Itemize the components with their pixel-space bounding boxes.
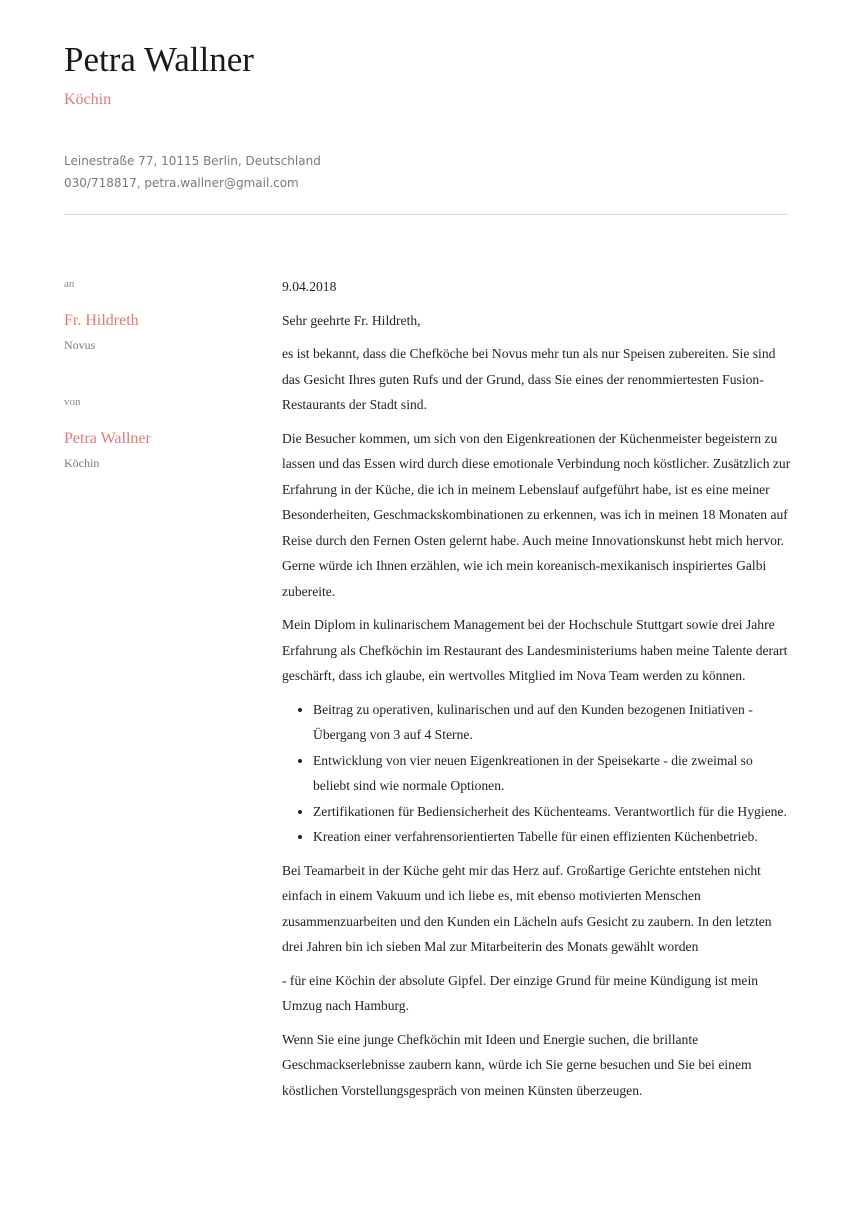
letter-body [282,274,792,1111]
letter-header [64,38,788,110]
body-paragraph: es ist bekannt, dass die Chefköche bei Novus mehr tun als nur Speisen zubereiten. Sie sind das Gesicht Ihres guten Rufs und der Grund, dass Sie eines der renommiertesten Fusion-Restaurants der Stadt sind. [282,346,776,412]
sender-role: Köchin [64,91,112,108]
from-label: von [64,396,81,408]
sender-name: Petra Wallner [64,40,254,79]
body-paragraph: Wenn Sie eine junge Chefköchin mit Ideen und Energie suchen, die brillante Geschmackserlebnisse zaubern kann, würde ich Sie gerne besuchen und Sie bei einem köstlichen Vorstellungsgespräch von meinen Künsten überzeugen. [282,1031,752,1098]
list-item: • Entwicklung von vier neuen Eigenkreationen in der Speisekarte - die zweimal so beliebt sind wie normale Optionen. [313,748,792,799]
body-paragraph: - für eine Köchin der absolute Gipfel. Der einzige Grund für meine Kündigung ist mein Umzug nach Hamburg. [282,972,759,1013]
header-divider [64,214,788,215]
sender-block [64,394,254,472]
sender-contact [64,150,321,194]
body-paragraph: Mein Diplom in kulinarischem Management bei der Hochschule Stuttgart sowie drei Jahre Erfahrung als Chefköchin im Restaurant des Landesministeriums haben meine Talente derart geschärft, dass ich glaube, ein wertvolles Mitglied im Nova Team werden zu können. [282,617,788,683]
recipient-company: Novus [64,338,96,352]
letter-salutation: Sehr geehrte Fr. Hildreth, [282,312,421,328]
achievement-list [282,697,792,850]
list-item: • Zertifikationen für Bediensicherheit des Küchenteams. Verantwortlich für die Hygiene. [313,799,792,825]
to-label: an [64,278,75,290]
address-sidebar [64,276,254,472]
list-item: • Beitrag zu operativen, kulinarischen und auf den Kunden bezogenen Initiativen - Übergang von 3 auf 4 Sterne. [313,697,792,748]
from-role: Köchin [64,456,100,470]
recipient-block [64,276,254,354]
recipient-name: Fr. Hildreth [64,312,139,329]
sender-phone-email: 030/718817, petra.wallner@gmail.com [64,176,299,190]
body-paragraph: Die Besucher kommen, um sich von den Eigenkreationen der Küchenmeister begeistern zu lassen und das Essen wird durch diese emotionale Verbindung noch köstlicher. Zusätzlich zur Erfahrung in der Küche, die ich in meinem Lebenslauf aufgeführt habe, ist es eine meiner Besonderheiten, Geschmackskombinationen zu erkennen, was ich in meinen 18 Monaten auf Reise durch den Fernen Osten gelernt habe. Auch meine Innovationskunst hebt mich hervor. Gerne würde ich Ihnen erzählen, wie ich mein koreanisch-mexikanisch inspiriertes Galbi zubereite. [282,430,791,599]
body-paragraph: Bei Teamarbeit in der Küche geht mir das Herz auf. Großartige Gerichte entstehen nicht einfach in einem Vakuum und ich liebe es, mit ebenso motivierten Menschen zusammenzuarbeiten und den Kunden ein Lächeln aufs Gesicht zu zaubern. In den letzten drei Jahren bin ich sieben Mal zur Mitarbeiterin des Monats gewählt worden [282,862,772,954]
letter-date: 9.04.2018 [282,279,337,294]
sender-address: Leinestraße 77, 10115 Berlin, Deutschland [64,154,321,168]
from-name: Petra Wallner [64,430,151,447]
list-item: • Kreation einer verfahrensorientierten Tabelle für einen effizienten Küchenbetrieb. [313,824,792,850]
